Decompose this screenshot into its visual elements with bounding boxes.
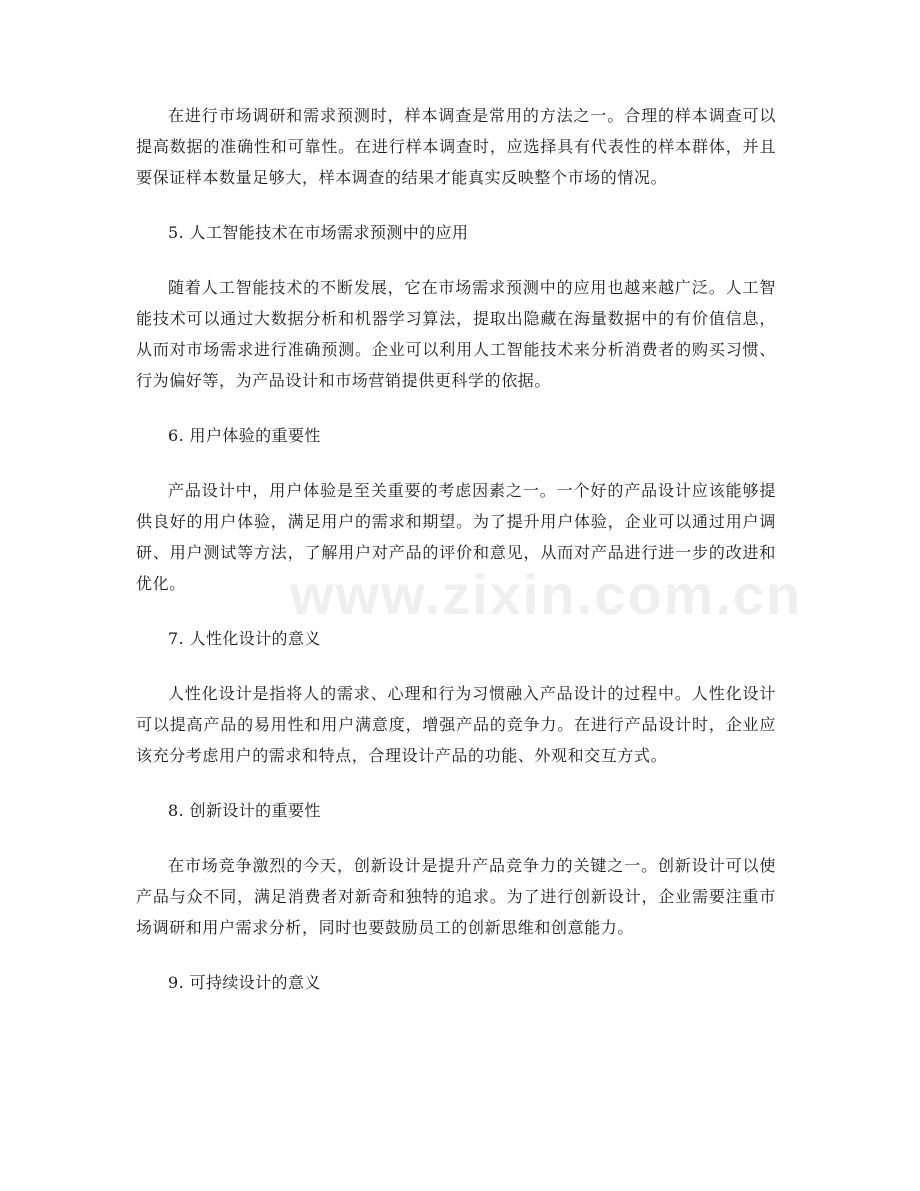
heading-section-6: 6. 用户体验的重要性 <box>168 426 321 445</box>
watermark: www.zixin.com.cn <box>290 563 803 626</box>
paragraph-innovative-design: 在市场竞争激烈的今天，创新设计是提升产品竞争力的关键之一。创新设计可以使产品与众不同，满足消费者对新奇和独特的追求。为了进行创新设计，企业需要注重市场调研和用户需求分析，同时也要鼓励员工的创新思维和创意能力。 <box>136 856 776 937</box>
paragraph-user-experience: 产品设计中，用户体验是至关重要的考虑因素之一。一个好的产品设计应该能够提供良好的用户体验，满足用户的需求和期望。为了提升用户体验，企业可以通过用户调研、用户测试等方法，了解用户对产品的评价和意见，从而对产品进行进一步的改进和优化。 <box>136 481 776 593</box>
paragraph-sample-survey: 在进行市场调研和需求预测时，样本调查是常用的方法之一。合理的样本调查可以提高数据的准确性和可靠性。在进行样本调查时，应选择具有代表性的样本群体，并且要保证样本数量足够大，样本调查的结果才能真实反映整个市场的情况。 <box>136 106 776 187</box>
heading-section-5: 5. 人工智能技术在市场需求预测中的应用 <box>168 223 469 242</box>
heading-section-7: 7. 人性化设计的意义 <box>168 629 321 648</box>
paragraph-ai-forecasting: 随着人工智能技术的不断发展，它在市场需求预测中的应用也越来越广泛。人工智能技术可以通过大数据分析和机器学习算法，提取出隐藏在海量数据中的有价值信息，从而对市场需求进行准确预测。企业可以利用人工智能技术来分析消费者的购买习惯、行为偏好等，为产品设计和市场营销提供更科学的依据。 <box>136 278 776 390</box>
document-page <box>136 100 776 1022</box>
paragraph-humanized-design: 人性化设计是指将人的需求、心理和行为习惯融入产品设计的过程中。人性化设计可以提高产品的易用性和用户满意度，增强产品的竞争力。在进行产品设计时，企业应该充分考虑用户的需求和特点，合理设计产品的功能、外观和交互方式。 <box>136 684 776 765</box>
heading-section-9: 9. 可持续设计的意义 <box>168 973 321 992</box>
heading-section-8: 8. 创新设计的重要性 <box>168 801 321 820</box>
